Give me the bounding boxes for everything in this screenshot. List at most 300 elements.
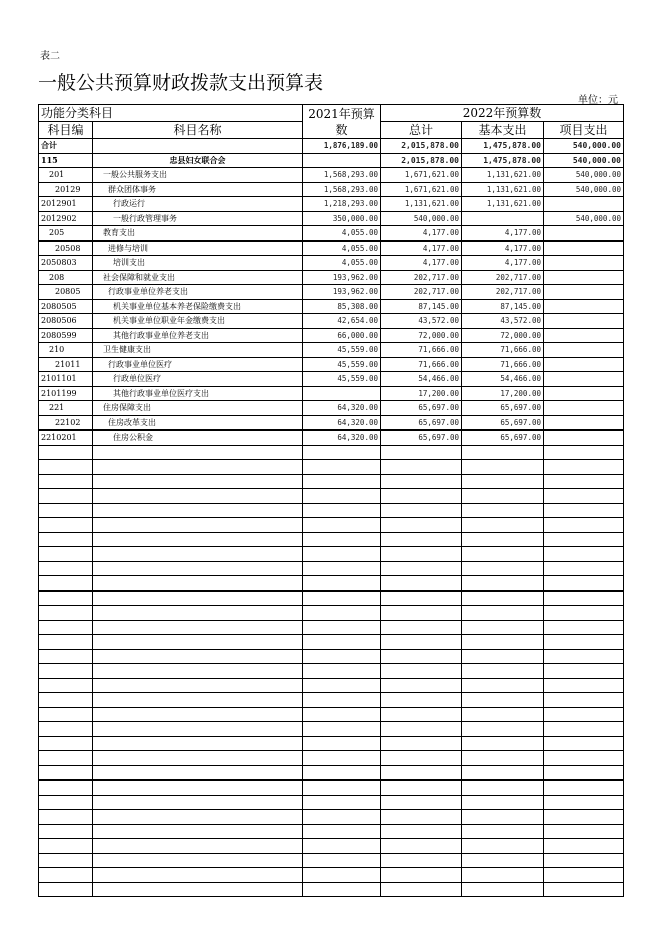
empty-cell (462, 561, 544, 576)
empty-cell (303, 635, 381, 650)
empty-cell (93, 474, 303, 489)
empty-cell (462, 853, 544, 868)
empty-cell (544, 707, 624, 722)
empty-cell (544, 693, 624, 708)
empty-cell (462, 532, 544, 547)
empty-cell (544, 518, 624, 533)
row-name: 培训支出 (93, 256, 303, 271)
page-title: 一般公共预算财政拨款支出预算表 (38, 72, 324, 94)
empty-cell (39, 547, 93, 562)
empty-cell (381, 795, 462, 810)
row-name: 机关事业单位基本养老保险缴费支出 (93, 299, 303, 314)
empty-cell (93, 751, 303, 766)
table-row (39, 314, 624, 329)
empty-cell (462, 707, 544, 722)
empty-cell (303, 532, 381, 547)
table-row (39, 299, 624, 314)
empty-cell (93, 722, 303, 737)
empty-cell (544, 620, 624, 635)
empty-cell (544, 547, 624, 562)
empty-cell (93, 649, 303, 664)
header-basic: 基本支出 (462, 122, 544, 139)
empty-cell (381, 532, 462, 547)
row-code: 2012902 (39, 211, 93, 226)
empty-cell (544, 489, 624, 504)
empty-cell (93, 678, 303, 693)
row-basic: 4,177.00 (462, 256, 544, 271)
row-name: 行政事业单位养老支出 (93, 285, 303, 300)
empty-cell (93, 561, 303, 576)
row-project: 540,000.00 (544, 211, 624, 226)
row-total: 2,015,878.00 (381, 139, 462, 154)
empty-row (39, 693, 624, 708)
empty-cell (303, 649, 381, 664)
row-project (544, 415, 624, 430)
empty-row (39, 460, 624, 475)
empty-cell (39, 795, 93, 810)
empty-cell (544, 722, 624, 737)
empty-cell (93, 532, 303, 547)
row-code: 210 (39, 343, 93, 358)
empty-cell (303, 780, 381, 795)
row-total: 4,177.00 (381, 256, 462, 271)
empty-cell (39, 635, 93, 650)
row-2021: 4,055.00 (303, 256, 381, 271)
row-project (544, 197, 624, 212)
empty-cell (93, 445, 303, 460)
table-row (39, 139, 624, 154)
row-code: 208 (39, 270, 93, 285)
empty-row (39, 780, 624, 795)
empty-cell (544, 736, 624, 751)
empty-cell (381, 839, 462, 854)
empty-cell (544, 824, 624, 839)
empty-row (39, 547, 624, 562)
header-name: 科目名称 (93, 122, 303, 139)
empty-cell (544, 606, 624, 621)
empty-cell (93, 853, 303, 868)
row-2021: 1,876,189.00 (303, 139, 381, 154)
empty-cell (303, 795, 381, 810)
row-2021: 64,320.00 (303, 430, 381, 445)
row-total: 71,666.00 (381, 357, 462, 372)
empty-cell (462, 751, 544, 766)
empty-cell (381, 707, 462, 722)
row-total: 1,131,621.00 (381, 197, 462, 212)
empty-cell (303, 591, 381, 606)
table-row (39, 226, 624, 241)
header-2021: 2021年预算数 (303, 105, 381, 139)
row-2021: 45,559.00 (303, 343, 381, 358)
row-name: 行政事业单位医疗 (93, 357, 303, 372)
table-row (39, 168, 624, 183)
empty-row (39, 606, 624, 621)
row-2021: 4,055.00 (303, 241, 381, 256)
row-project (544, 256, 624, 271)
row-basic: 1,131,621.00 (462, 168, 544, 183)
row-project (544, 401, 624, 416)
empty-cell (462, 547, 544, 562)
empty-cell (303, 751, 381, 766)
row-basic: 202,717.00 (462, 270, 544, 285)
row-2021: 64,320.00 (303, 401, 381, 416)
row-total: 65,697.00 (381, 401, 462, 416)
empty-cell (39, 751, 93, 766)
empty-cell (381, 853, 462, 868)
empty-cell (381, 620, 462, 635)
row-project: 540,000.00 (544, 139, 624, 154)
empty-cell (544, 780, 624, 795)
empty-cell (462, 460, 544, 475)
empty-cell (381, 736, 462, 751)
empty-cell (381, 882, 462, 897)
empty-cell (544, 576, 624, 591)
empty-cell (381, 460, 462, 475)
empty-cell (462, 678, 544, 693)
row-basic: 43,572.00 (462, 314, 544, 329)
empty-cell (462, 445, 544, 460)
empty-cell (544, 664, 624, 679)
row-total: 202,717.00 (381, 270, 462, 285)
empty-row (39, 722, 624, 737)
row-2021: 193,962.00 (303, 270, 381, 285)
row-code: 2101101 (39, 372, 93, 387)
empty-cell (93, 620, 303, 635)
row-code: 2080505 (39, 299, 93, 314)
row-code: 合计 (39, 139, 93, 154)
row-basic: 65,697.00 (462, 430, 544, 445)
row-code: 20805 (39, 285, 93, 300)
row-name: 住房公积金 (93, 430, 303, 445)
empty-cell (462, 591, 544, 606)
empty-row (39, 620, 624, 635)
empty-cell (93, 518, 303, 533)
empty-cell (303, 707, 381, 722)
empty-cell (381, 445, 462, 460)
empty-row (39, 765, 624, 780)
row-project (544, 430, 624, 445)
empty-cell (462, 606, 544, 621)
empty-cell (93, 765, 303, 780)
header-2022: 2022年预算数 (381, 105, 624, 122)
row-code: 21011 (39, 357, 93, 372)
empty-cell (93, 460, 303, 475)
empty-row (39, 839, 624, 854)
table-row (39, 372, 624, 387)
empty-row (39, 532, 624, 547)
empty-cell (544, 795, 624, 810)
empty-row (39, 635, 624, 650)
empty-cell (462, 664, 544, 679)
empty-cell (544, 649, 624, 664)
row-code: 205 (39, 226, 93, 241)
row-2021: 45,559.00 (303, 372, 381, 387)
empty-cell (381, 561, 462, 576)
empty-cell (303, 693, 381, 708)
empty-row (39, 474, 624, 489)
empty-cell (39, 532, 93, 547)
row-name: 住房改革支出 (93, 415, 303, 430)
row-total: 54,466.00 (381, 372, 462, 387)
empty-cell (381, 474, 462, 489)
empty-cell (39, 591, 93, 606)
empty-cell (93, 576, 303, 591)
empty-cell (39, 489, 93, 504)
row-2021: 1,568,293.00 (303, 182, 381, 197)
row-total: 1,671,621.00 (381, 168, 462, 183)
empty-cell (93, 693, 303, 708)
row-code: 22102 (39, 415, 93, 430)
empty-cell (462, 576, 544, 591)
empty-cell (381, 722, 462, 737)
empty-cell (544, 868, 624, 883)
empty-row (39, 795, 624, 810)
empty-cell (544, 810, 624, 825)
empty-cell (39, 620, 93, 635)
table-row (39, 401, 624, 416)
empty-row (39, 678, 624, 693)
empty-cell (544, 503, 624, 518)
empty-cell (303, 445, 381, 460)
empty-cell (462, 824, 544, 839)
empty-cell (39, 810, 93, 825)
header-code: 科目编 (39, 122, 93, 139)
table-number: 表二 (40, 51, 60, 62)
empty-cell (381, 765, 462, 780)
empty-cell (93, 503, 303, 518)
empty-cell (462, 722, 544, 737)
empty-row (39, 561, 624, 576)
row-total: 4,177.00 (381, 226, 462, 241)
row-project (544, 299, 624, 314)
empty-cell (381, 678, 462, 693)
empty-row (39, 649, 624, 664)
empty-cell (381, 591, 462, 606)
row-basic: 202,717.00 (462, 285, 544, 300)
empty-cell (462, 693, 544, 708)
empty-cell (93, 868, 303, 883)
empty-cell (381, 489, 462, 504)
empty-cell (303, 882, 381, 897)
row-basic: 72,000.00 (462, 328, 544, 343)
empty-row (39, 824, 624, 839)
empty-cell (381, 606, 462, 621)
row-basic: 4,177.00 (462, 226, 544, 241)
empty-cell (303, 547, 381, 562)
empty-cell (303, 736, 381, 751)
empty-cell (303, 664, 381, 679)
empty-cell (39, 576, 93, 591)
empty-cell (39, 503, 93, 518)
empty-cell (303, 839, 381, 854)
row-total: 65,697.00 (381, 430, 462, 445)
row-code: 2101199 (39, 386, 93, 401)
row-name: 住房保障支出 (93, 401, 303, 416)
table-row (39, 328, 624, 343)
empty-cell (462, 839, 544, 854)
row-code: 2012901 (39, 197, 93, 212)
row-project (544, 357, 624, 372)
empty-cell (462, 635, 544, 650)
empty-cell (39, 445, 93, 460)
table-row (39, 430, 624, 445)
row-project (544, 241, 624, 256)
header-total: 总计 (381, 122, 462, 139)
empty-row (39, 707, 624, 722)
empty-cell (462, 780, 544, 795)
empty-cell (39, 649, 93, 664)
row-name: 行政单位医疗 (93, 372, 303, 387)
empty-cell (544, 751, 624, 766)
row-2021: 1,218,293.00 (303, 197, 381, 212)
row-basic: 87,145.00 (462, 299, 544, 314)
empty-cell (303, 518, 381, 533)
empty-cell (462, 765, 544, 780)
empty-row (39, 810, 624, 825)
table-row (39, 211, 624, 226)
empty-cell (39, 780, 93, 795)
empty-cell (381, 503, 462, 518)
empty-row (39, 853, 624, 868)
empty-cell (303, 620, 381, 635)
row-project (544, 386, 624, 401)
empty-cell (381, 649, 462, 664)
empty-cell (39, 765, 93, 780)
empty-cell (381, 576, 462, 591)
empty-cell (462, 810, 544, 825)
row-basic: 1,131,621.00 (462, 197, 544, 212)
empty-cell (381, 664, 462, 679)
empty-cell (39, 518, 93, 533)
table-row (39, 415, 624, 430)
table-row (39, 357, 624, 372)
empty-cell (93, 780, 303, 795)
empty-cell (39, 707, 93, 722)
row-name (93, 139, 303, 154)
empty-cell (303, 853, 381, 868)
empty-row (39, 736, 624, 751)
row-total: 65,697.00 (381, 415, 462, 430)
empty-row (39, 882, 624, 897)
table-row (39, 182, 624, 197)
empty-row (39, 445, 624, 460)
row-total: 87,145.00 (381, 299, 462, 314)
empty-cell (303, 576, 381, 591)
empty-cell (462, 868, 544, 883)
empty-row (39, 868, 624, 883)
row-name: 行政运行 (93, 197, 303, 212)
row-total: 17,200.00 (381, 386, 462, 401)
row-2021: 85,308.00 (303, 299, 381, 314)
row-basic: 1,475,878.00 (462, 153, 544, 168)
row-basic: 54,466.00 (462, 372, 544, 387)
empty-cell (39, 693, 93, 708)
row-2021: 350,000.00 (303, 211, 381, 226)
empty-cell (93, 824, 303, 839)
empty-cell (462, 736, 544, 751)
table-row (39, 153, 624, 168)
empty-row (39, 664, 624, 679)
empty-cell (462, 489, 544, 504)
empty-cell (39, 664, 93, 679)
table-row (39, 256, 624, 271)
row-basic: 17,200.00 (462, 386, 544, 401)
row-code: 20508 (39, 241, 93, 256)
empty-cell (544, 839, 624, 854)
empty-cell (381, 693, 462, 708)
row-code: 20129 (39, 182, 93, 197)
row-basic: 4,177.00 (462, 241, 544, 256)
row-2021: 42,654.00 (303, 314, 381, 329)
row-name: 其他行政事业单位养老支出 (93, 328, 303, 343)
empty-cell (544, 474, 624, 489)
row-code: 2050803 (39, 256, 93, 271)
row-name: 社会保障和就业支出 (93, 270, 303, 285)
empty-cell (544, 445, 624, 460)
row-2021: 193,962.00 (303, 285, 381, 300)
empty-cell (462, 474, 544, 489)
row-code: 2080599 (39, 328, 93, 343)
empty-row (39, 576, 624, 591)
row-name: 教育支出 (93, 226, 303, 241)
row-basic: 1,475,878.00 (462, 139, 544, 154)
empty-cell (39, 868, 93, 883)
row-code: 221 (39, 401, 93, 416)
empty-cell (93, 810, 303, 825)
empty-cell (381, 635, 462, 650)
empty-cell (39, 839, 93, 854)
row-name: 忠县妇女联合会 (93, 153, 303, 168)
empty-cell (462, 503, 544, 518)
empty-row (39, 518, 624, 533)
empty-cell (93, 635, 303, 650)
row-project (544, 314, 624, 329)
empty-cell (544, 635, 624, 650)
row-name: 机关事业单位职业年金缴费支出 (93, 314, 303, 329)
empty-cell (93, 664, 303, 679)
empty-cell (93, 736, 303, 751)
row-name: 群众团体事务 (93, 182, 303, 197)
empty-cell (381, 751, 462, 766)
empty-cell (39, 678, 93, 693)
empty-cell (462, 649, 544, 664)
empty-cell (303, 606, 381, 621)
row-project: 540,000.00 (544, 182, 624, 197)
row-total: 71,666.00 (381, 343, 462, 358)
row-project (544, 285, 624, 300)
empty-cell (544, 853, 624, 868)
empty-row (39, 591, 624, 606)
empty-cell (381, 810, 462, 825)
empty-cell (381, 780, 462, 795)
row-basic: 65,697.00 (462, 415, 544, 430)
row-2021: 64,320.00 (303, 415, 381, 430)
empty-cell (303, 474, 381, 489)
empty-cell (303, 868, 381, 883)
row-total: 540,000.00 (381, 211, 462, 226)
empty-cell (381, 518, 462, 533)
empty-cell (381, 547, 462, 562)
empty-cell (544, 765, 624, 780)
budget-table (38, 104, 624, 897)
row-basic: 71,666.00 (462, 343, 544, 358)
table-row (39, 285, 624, 300)
table-row (39, 270, 624, 285)
row-2021: 45,559.00 (303, 357, 381, 372)
empty-cell (93, 591, 303, 606)
table-row (39, 386, 624, 401)
row-project (544, 328, 624, 343)
